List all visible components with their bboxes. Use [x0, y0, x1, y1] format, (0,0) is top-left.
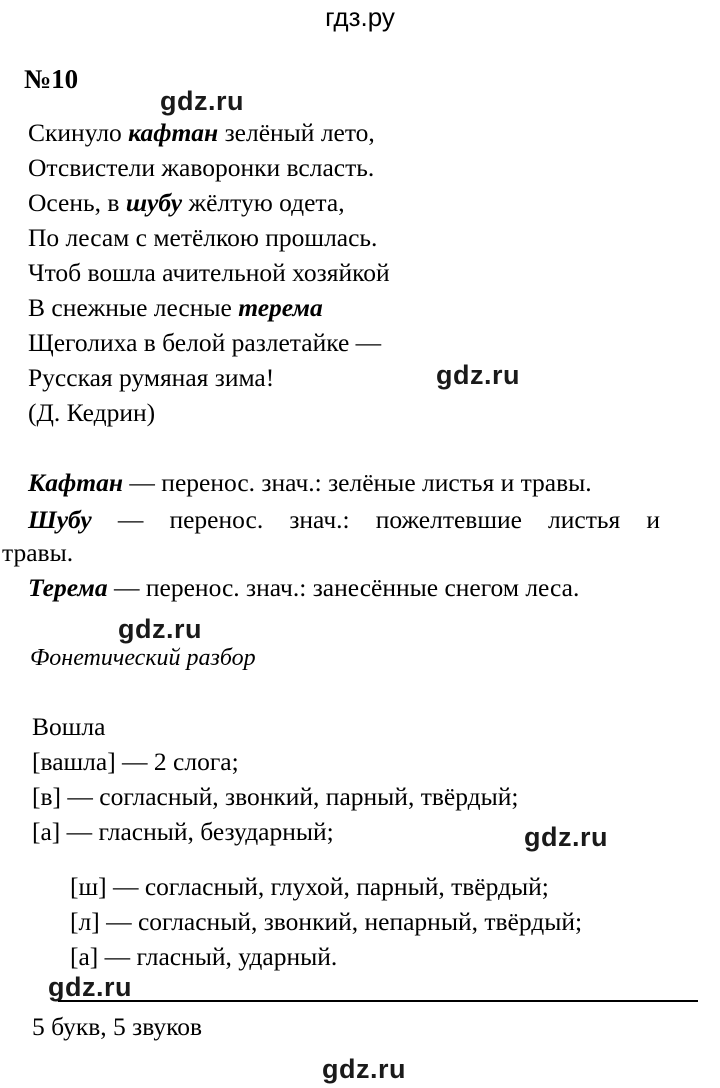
- section-heading: Фонетический разбор: [30, 645, 256, 671]
- definition-1: Кафтан — перенос. знач.: зелёные листья и травы.: [28, 468, 592, 497]
- summary: 5 букв, 5 звуков: [32, 1012, 203, 1041]
- site-header: гдз.ру: [325, 2, 395, 32]
- poem-author: (Д. Кедрин): [28, 398, 156, 427]
- task-number: №10: [24, 64, 79, 94]
- poem-line-7: Щеголиха в белой разлетайке —: [28, 328, 382, 357]
- poem-line-2: Отсвистели жаворонки всласть.: [28, 153, 375, 182]
- watermark: gdz.ru: [322, 1054, 406, 1084]
- poem-line-3: Осень, в шубу жёлтую одета,: [28, 188, 345, 217]
- analysis-line: [а] — гласный, безударный;: [32, 817, 334, 846]
- poem-line-8: Русская румяная зима!: [28, 363, 275, 392]
- poem-line-4: По лесам с метёлкою прошлась.: [28, 223, 378, 252]
- analysis-line: [л] — согласный, звонкий, непарный, твёрдый;: [70, 907, 583, 936]
- watermark: gdz.ru: [160, 86, 244, 116]
- definition-3: Терема — перенос. знач.: занесённые снегом леса.: [28, 573, 580, 602]
- highlight-word: шубу: [125, 188, 183, 217]
- poem-line-5: Чтоб вошла ачительной хозяйкой: [28, 258, 390, 287]
- definition-2-continuation: травы.: [2, 538, 74, 567]
- watermark: gdz.ru: [48, 972, 132, 1002]
- watermark: gdz.ru: [436, 360, 520, 390]
- highlight-word: кафтан: [128, 118, 219, 147]
- poem-line-6: В снежные лесные терема: [28, 293, 323, 322]
- watermark: gdz.ru: [524, 822, 608, 852]
- analysis-line: [в] — согласный, звонкий, парный, твёрдый;: [32, 782, 519, 811]
- analysis-line: [а] — гласный, ударный.: [70, 942, 338, 971]
- analysis-line: [ш] — согласный, глухой, парный, твёрдый;: [70, 872, 549, 901]
- watermark: gdz.ru: [118, 614, 202, 644]
- definition-2: Шубу — перенос. знач.: пожелтевшие листья и: [28, 505, 660, 534]
- analysis-line: [вашла] — 2 слога;: [32, 747, 239, 776]
- divider-line: [58, 1000, 698, 1002]
- analyzed-word: Вошла: [32, 712, 106, 741]
- poem-line-1: Скинуло кафтан зелёный лето,: [28, 118, 375, 147]
- highlight-word: терема: [238, 293, 323, 322]
